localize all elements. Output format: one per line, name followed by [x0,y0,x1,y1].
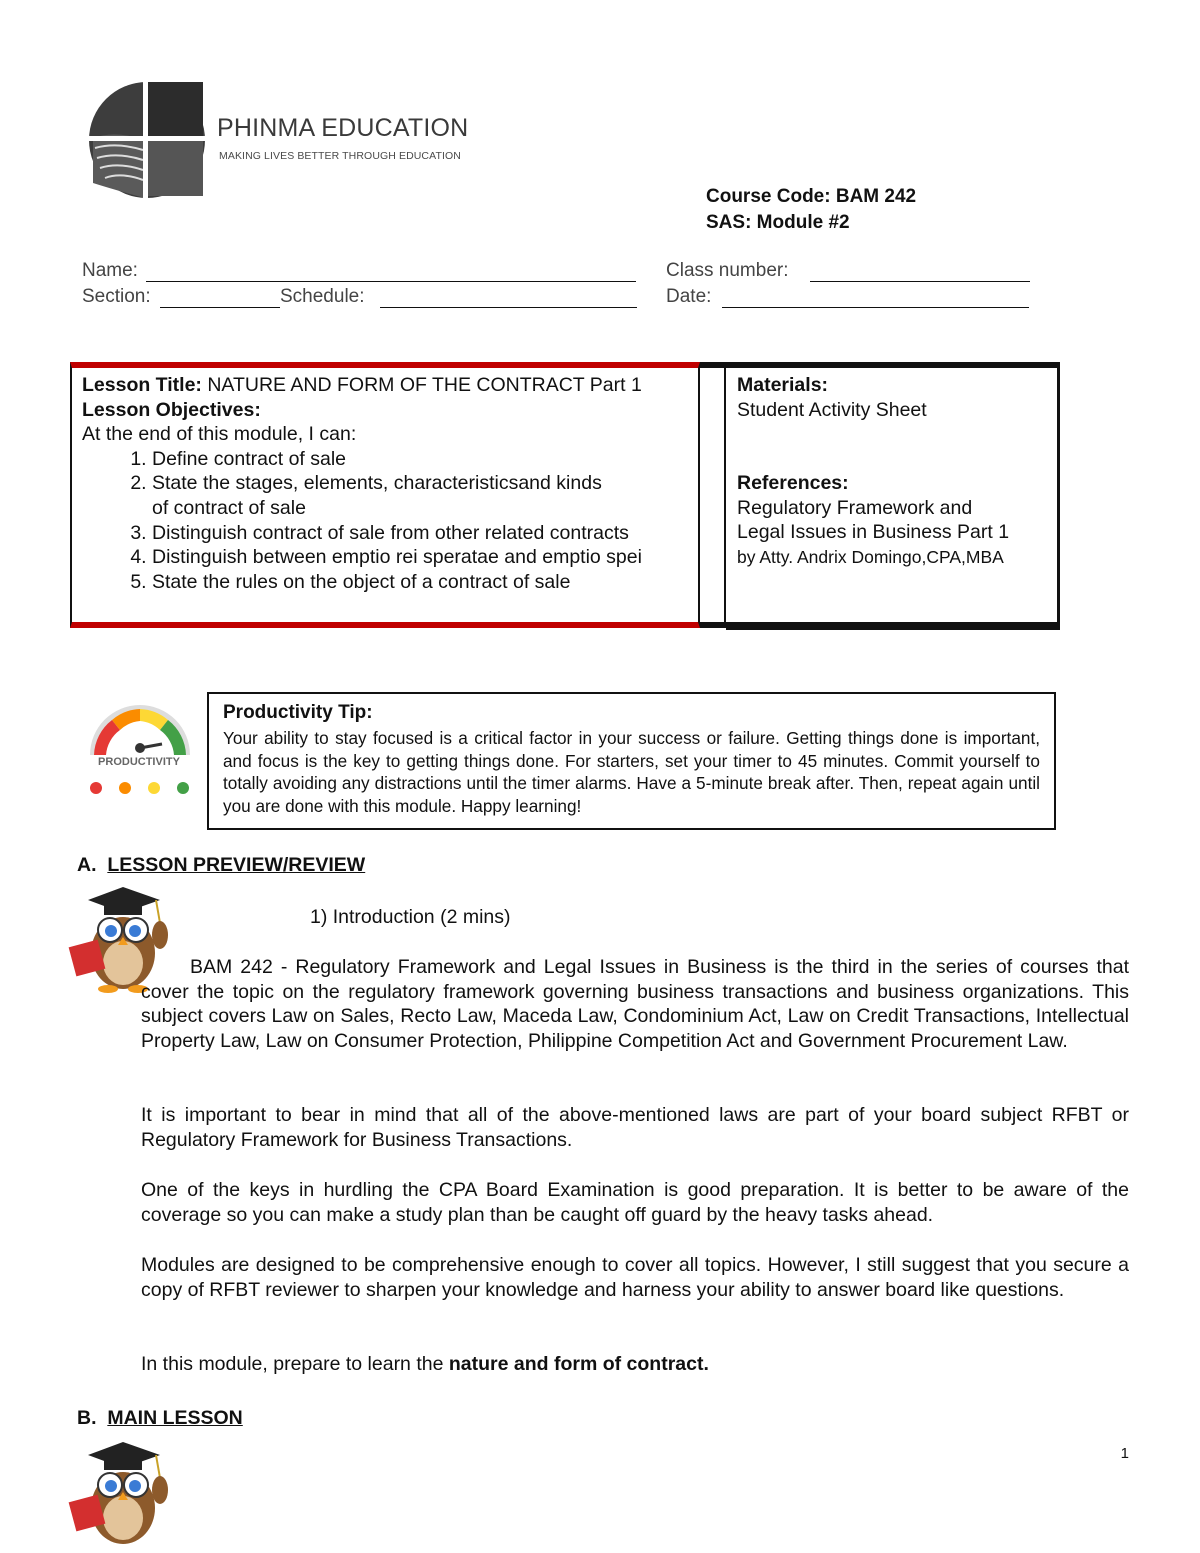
page-number: 1 [1120,1445,1129,1462]
gauge-label: PRODUCTIVITY [98,756,180,768]
paragraph-intro: BAM 242 - Regulatory Framework and Legal Issues in Business is the third in the series of courses that cover the topic on the regulatory framework governing business transactions and business organizations. This subject covers Law on Sales, Recto Law, Maceda Law, Condominium Act, Law on Credit Transactions, Intellectual Property Law, Law on Consumer Protection, Philippine Competition Act and Government Procurement Law. [141,956,1129,1052]
references-label: References: [737,472,849,495]
paragraph-this-module: In this module, prepare to learn the nature and form of contract. [141,1353,709,1375]
lesson-title-value: NATURE AND FORM OF THE CONTRACT Part 1 [201,374,642,396]
section-b-heading [77,1407,243,1430]
objective-item: 5. State the rules on the object of a contract of sale [152,570,692,595]
logo-title: PHINMA EDUCATION [217,114,469,142]
productivity-gauge-icon [82,700,197,800]
course-code: Course Code: BAM 242 [706,186,917,207]
lesson-title-label: Lesson Title: [82,374,202,396]
section-a-title: LESSON PREVIEW/REVIEW [107,854,366,876]
objective-item: 3. Distinguish contract of sale from other related contracts [152,521,692,546]
section-b-title: MAIN LESSON [107,1407,243,1429]
schedule-label: Schedule: [280,286,365,307]
objective-item: 2. State the stages, elements, characteristicsand kinds of contract of sale [152,471,602,520]
paragraph-rfbt: It is important to bear in mind that all of the above-mentioned laws are part of your board subject RFBT or Regulatory Framework for Business Transactions. [141,1104,1129,1151]
section-a-letter: A. [77,854,97,876]
schedule-field[interactable] [380,285,637,308]
section-field[interactable] [160,285,280,308]
materials-value: Student Activity Sheet [737,398,927,421]
objectives-list [82,447,692,595]
objectives-intro: At the end of this module, I can: [82,423,357,446]
paragraph-board-exam: One of the keys in hurdling the CPA Board Examination is good preparation. It is better to be aware of the coverage so you can make a study plan than be caught off guard by the heavy tasks ahead. [141,1179,1129,1226]
tip-title: Productivity Tip: [223,702,373,723]
intro-heading: 1) Introduction (2 mins) [310,906,511,928]
date-label: Date: [666,286,712,307]
lesson-content [82,373,692,594]
reference-line: Regulatory Framework and [737,496,973,519]
class-number-field[interactable] [810,259,1030,282]
name-field[interactable] [146,259,636,282]
section-a-heading [77,854,365,877]
date-field[interactable] [722,285,1029,308]
section-b-letter: B. [77,1407,97,1429]
logo-tagline: MAKING LIVES BETTER THROUGH EDUCATION [219,150,461,162]
objectives-label: Lesson Objectives: [82,398,261,421]
tip-body: Your ability to stay focused is a critical factor in your success or failure. Getting things done is important, and focus is the key to getting things done. For starters, set your timer to 45 minutes. Commit yourself to totally avoiding any distractions until the timer alarms. Have a 5-minute break after. Then, repeat again until you are done with this module. Happy learning! [223,728,1040,816]
module-focus: nature and form of contract. [448,1353,709,1375]
reference-author: by Atty. Andrix Domingo,CPA,MBA [737,546,1004,567]
paragraph-modules: Modules are designed to be comprehensive enough to cover all topics. However, I still suggest that you secure a copy of RFBT reviewer to sharpen your knowledge and harness your ability to answer board like questions. [141,1254,1129,1301]
reference-line: Legal Issues in Business Part 1 [737,521,1010,544]
materials-content [737,373,1057,570]
objective-item: 1. Define contract of sale [152,447,692,472]
box-divider [700,362,726,628]
owl-mascot-icon [68,1440,178,1550]
name-label: Name: [82,260,138,281]
course-info [706,184,916,236]
class-number-label: Class number: [666,260,789,281]
materials-label: Materials: [737,374,829,396]
objective-item: 4. Distinguish between emptio rei speratae and emptio spei [152,545,662,570]
lesson-title [82,373,692,398]
sas-module: SAS: Module #2 [706,212,850,233]
section-label: Section: [82,286,151,307]
